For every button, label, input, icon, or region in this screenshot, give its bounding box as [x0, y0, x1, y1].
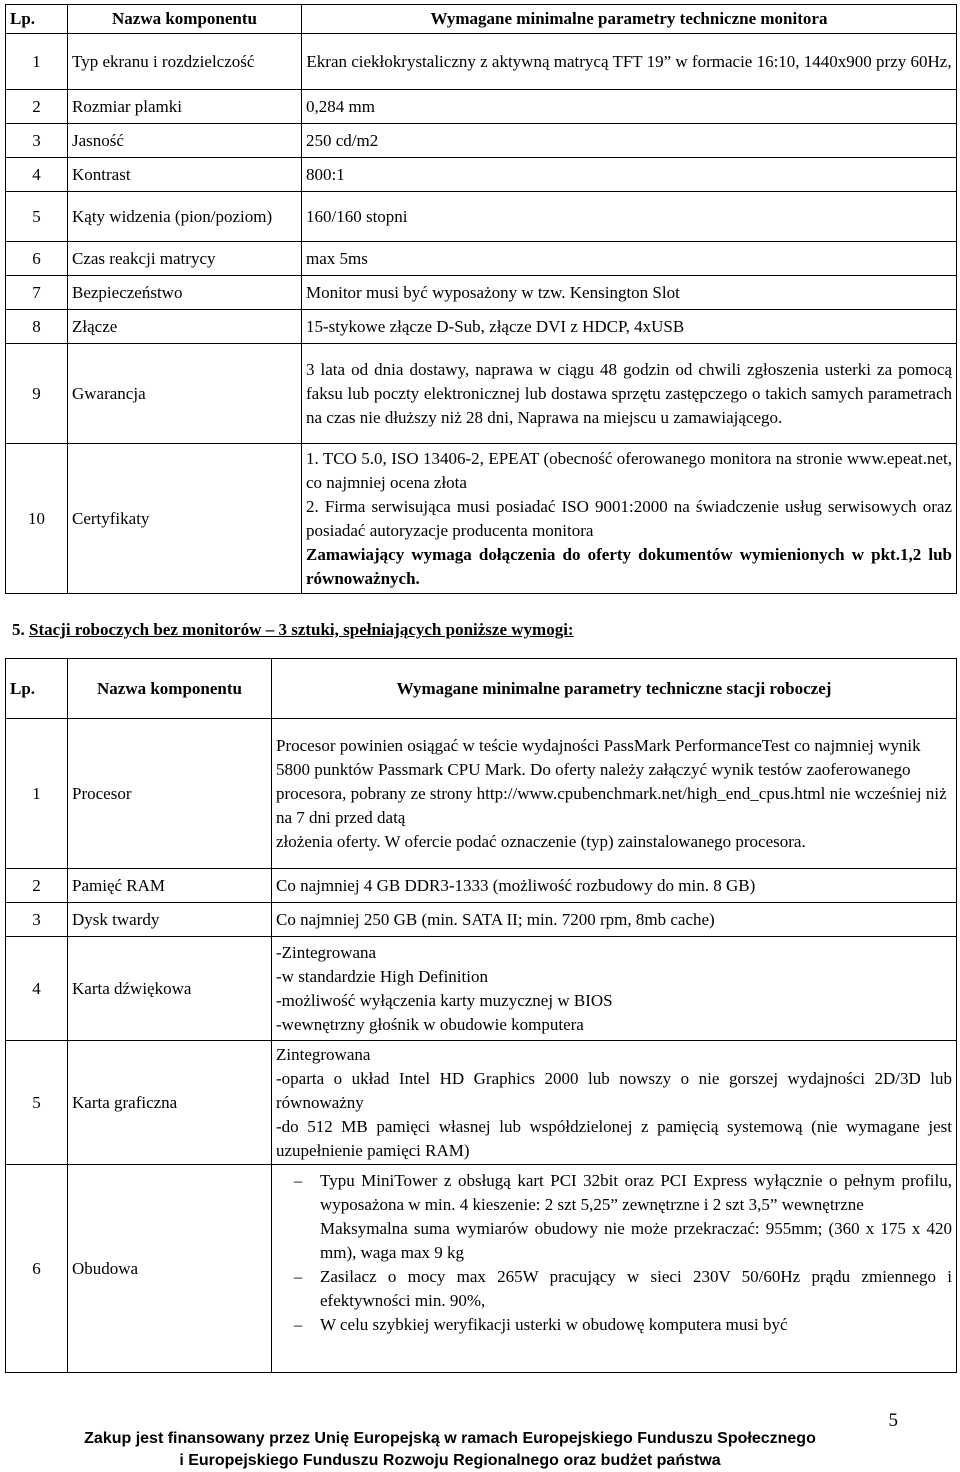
component-spec: Co najmniej 250 GB (min. SATA II; min. 7200 rpm, 8mb cache): [272, 903, 957, 937]
component-name: Czas reakcji matrycy: [68, 242, 302, 276]
component-spec: [272, 937, 957, 1041]
row-number: 9: [6, 344, 68, 444]
spec-line: -Zintegrowana: [276, 942, 377, 962]
component-spec: [272, 719, 957, 869]
component-spec: 3 lata od dnia dostawy, naprawa w ciągu 48 godzin od chwili zgłoszenia usterki za pomocą faksu lub poczty elektronicznej lub dostawa sprzętu zastępczego o takich samych parametrach na czas nie dłuższy niż 28 dni, Naprawa na miejscu u zamawiającego.: [302, 344, 957, 444]
component-name: Kąty widzenia (pion/poziom): [68, 192, 302, 242]
section-number: 5.: [12, 620, 25, 639]
component-name: Złącze: [68, 310, 302, 344]
header-component: Nazwa komponentu: [68, 5, 302, 34]
certification-item-2: 2. Firma serwisująca musi posiadać ISO 9001:2000 na świadczenie usług serwisowych oraz posiadać autoryzacje producenta monitora: [306, 496, 952, 540]
header-component: Nazwa komponentu: [68, 659, 272, 719]
component-name: Procesor: [68, 719, 272, 869]
table-row: [6, 158, 957, 192]
list-item: [276, 1169, 952, 1217]
list-item-text: Maksymalna suma wymiarów obudowy nie może przekraczać: 955mm; (360 x 175 x 420 mm), waga max 9 kg: [320, 1219, 952, 1262]
row-number: 10: [6, 444, 68, 594]
table-header-row: [6, 659, 957, 719]
spec-line: -oparta o układ Intel HD Graphics 2000 lub nowszy o nie gorszej wydajności 2D/3D lub równoważny: [276, 1068, 952, 1112]
row-number: 5: [6, 1041, 68, 1165]
spec-line: -możliwość wyłączenia karty muzycznej w BIOS: [276, 990, 613, 1010]
table-row: [6, 903, 957, 937]
table-row: [6, 34, 957, 90]
component-spec: 160/160 stopni: [302, 192, 957, 242]
component-spec: 15-stykowe złącze D-Sub, złącze DVI z HDCP, 4xUSB: [302, 310, 957, 344]
row-number: 4: [6, 937, 68, 1041]
spec-line: -w standardzie High Definition: [276, 966, 488, 986]
processor-spec-note: złożenia oferty. W ofercie podać oznaczenie (typ) zainstalowanego procesora.: [276, 831, 806, 851]
table-row: [6, 719, 957, 869]
table-row: [6, 90, 957, 124]
table-row: [6, 869, 957, 903]
spec-line: -do 512 MB pamięci własnej lub współdzielonej z pamięcią systemową (nie wymagane jest uzupełnienie pamięci RAM): [276, 1116, 952, 1160]
component-name: Typ ekranu i rozdzielczość: [68, 34, 302, 90]
row-number: 4: [6, 158, 68, 192]
table-row: [6, 124, 957, 158]
list-item-text: Zasilacz o mocy max 265W pracujący w sieci 230V 50/60Hz prądu zmiennego i efektywności min. 90%,: [320, 1267, 952, 1310]
row-number: 2: [6, 869, 68, 903]
workstation-spec-table: [5, 658, 957, 1373]
component-spec: Co najmniej 4 GB DDR3-1333 (możliwość rozbudowy do min. 8 GB): [272, 869, 957, 903]
component-spec: 250 cd/m2: [302, 124, 957, 158]
component-name: Rozmiar plamki: [68, 90, 302, 124]
table-row: [6, 344, 957, 444]
certification-note: Zamawiający wymaga dołączenia do oferty dokumentów wymienionych w pkt.1,2 lub równoważnych.: [306, 544, 952, 588]
table-row: [6, 310, 957, 344]
component-name: Pamięć RAM: [68, 869, 272, 903]
list-item-text: W celu szybkiej weryfikacji usterki w obudowę komputera musi być: [320, 1315, 788, 1334]
component-name: Karta dźwiękowa: [68, 937, 272, 1041]
monitor-spec-table: [5, 4, 957, 594]
spec-line: Zintegrowana: [276, 1044, 371, 1064]
dash-bullet: –: [293, 1171, 303, 1190]
row-number: 5: [6, 192, 68, 242]
component-spec: [272, 1165, 957, 1373]
list-item: [276, 1217, 952, 1265]
list-item: [276, 1313, 952, 1337]
section-heading: [12, 618, 574, 642]
component-spec: 0,284 mm: [302, 90, 957, 124]
component-spec: [272, 1041, 957, 1165]
component-name: Certyfikaty: [68, 444, 302, 594]
processor-spec: Procesor powinien osiągać w teście wydajności PassMark PerformanceTest co najmniej wynik 5800 punktów Passmark CPU Mark. Do oferty należy załączyć wynik testów zaoferowanego procesora, pobrany ze strony http://www.cpubenchmark.net/high_end_cpus.html nie wcześniej niż na 7 dni przed datą: [276, 735, 947, 827]
footer: [0, 1428, 900, 1472]
section-title: Stacji roboczych bez monitorów – 3 sztuki, spełniających poniższe wymogi:: [29, 620, 574, 639]
table-row: [6, 1041, 957, 1165]
row-number: 6: [6, 242, 68, 276]
component-name: Gwarancja: [68, 344, 302, 444]
header-requirements: Wymagane minimalne parametry techniczne monitora: [302, 5, 957, 34]
row-number: 8: [6, 310, 68, 344]
page-number: 5: [888, 1410, 898, 1431]
row-number: 3: [6, 124, 68, 158]
table-row: [6, 276, 957, 310]
component-name: Dysk twardy: [68, 903, 272, 937]
table-row: [6, 242, 957, 276]
table-row: [6, 192, 957, 242]
component-name: Karta graficzna: [68, 1041, 272, 1165]
component-name: Obudowa: [68, 1165, 272, 1373]
spec-line: -wewnętrzny głośnik w obudowie komputera: [276, 1014, 584, 1034]
header-lp: Lp.: [6, 5, 68, 34]
component-spec: [302, 444, 957, 594]
list-item: [276, 1265, 952, 1313]
footer-line-1: Zakup jest finansowany przez Unię Europejską w ramach Europejskiego Funduszu Społecznego: [84, 1430, 816, 1447]
component-spec: Ekran ciekłokrystaliczny z aktywną matrycą TFT 19” w formacie 16:10, 1440x900 przy 60Hz,: [302, 34, 957, 90]
component-spec: max 5ms: [302, 242, 957, 276]
table-row: [6, 937, 957, 1041]
component-spec: 800:1: [302, 158, 957, 192]
component-name: Kontrast: [68, 158, 302, 192]
row-number: 2: [6, 90, 68, 124]
row-number: 1: [6, 719, 68, 869]
footer-line-2: i Europejskiego Funduszu Rozwoju Regionalnego oraz budżet państwa: [179, 1452, 721, 1469]
header-lp: Lp.: [6, 659, 68, 719]
header-requirements: Wymagane minimalne parametry techniczne stacji roboczej: [272, 659, 957, 719]
table-row: [6, 1165, 957, 1373]
component-name: Bezpieczeństwo: [68, 276, 302, 310]
row-number: 1: [6, 34, 68, 90]
row-number: 7: [6, 276, 68, 310]
row-number: 6: [6, 1165, 68, 1373]
dash-bullet: –: [293, 1267, 303, 1286]
component-spec: Monitor musi być wyposażony w tzw. Kensington Slot: [302, 276, 957, 310]
table-row: [6, 444, 957, 594]
component-name: Jasność: [68, 124, 302, 158]
list-item-text: Typu MiniTower z obsługą kart PCI 32bit oraz PCI Express wyłącznie o pełnym profilu, wyposażona w min. 4 kieszenie: 2 szt 5,25” zewnętrzne i 2 szt 3,5” wewnętrzne: [320, 1171, 952, 1214]
certification-item-1: 1. TCO 5.0, ISO 13406-2, EPEAT (obecność oferowanego monitora na stronie www.epeat.net, co najmniej ocena złota: [306, 448, 952, 492]
row-number: 3: [6, 903, 68, 937]
dash-bullet: [276, 1217, 320, 1265]
dash-bullet: –: [293, 1315, 303, 1334]
table-header-row: [6, 5, 957, 34]
